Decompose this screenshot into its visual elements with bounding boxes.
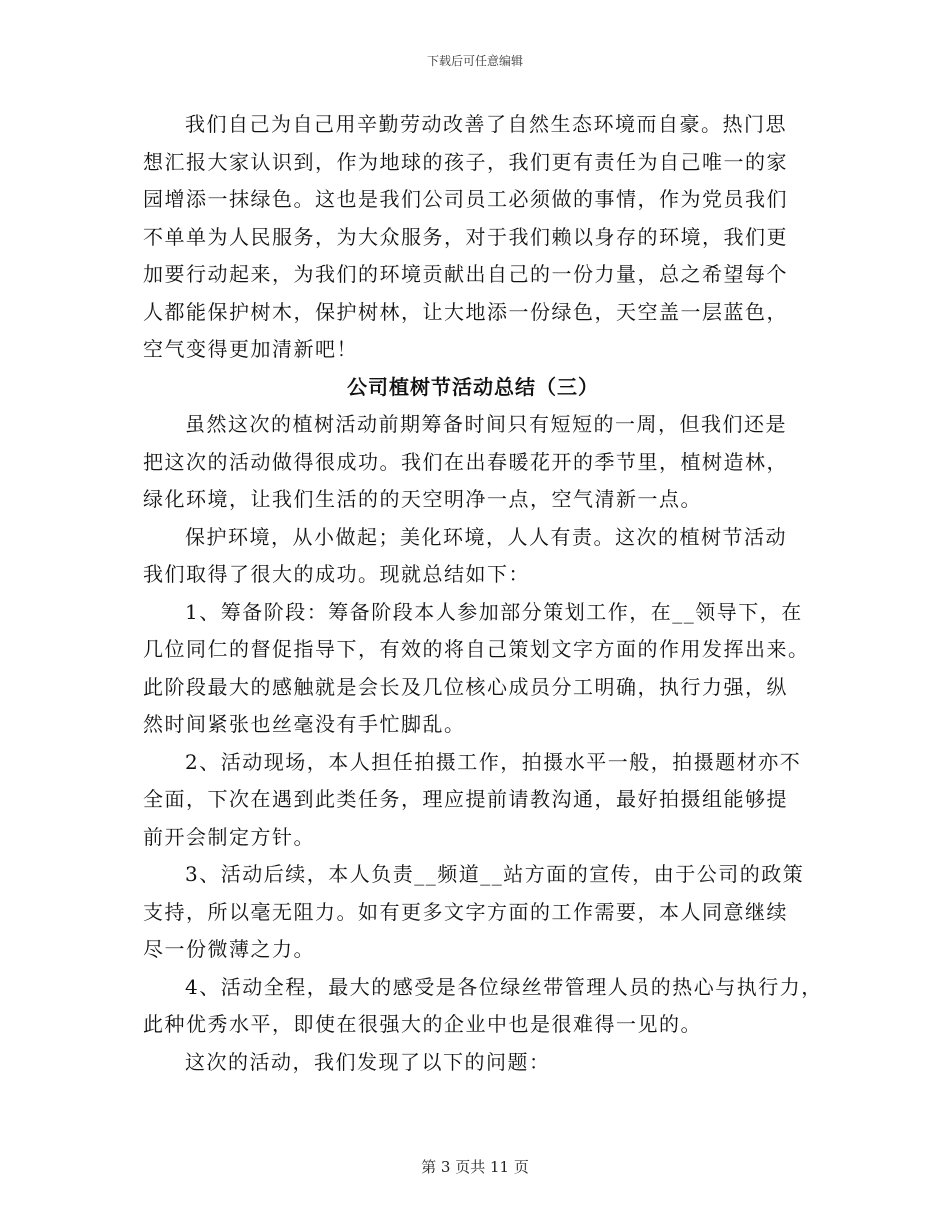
document-body — [143, 106, 823, 1081]
paragraph-line: 园增添一抹绿色。这也是我们公司员工必须做的事情，作为党员我们 — [143, 187, 788, 211]
paragraph-line: 虽然这次的植树活动前期筹备时间只有短短的一周，但我们还是 — [185, 412, 787, 436]
section-title: 公司植树节活动总结（三） — [347, 374, 599, 399]
paragraph-line: 然时间紧张也丝毫没有手忙脚乱。 — [143, 712, 466, 736]
paragraph-line: 全面，下次在遇到此类任务，理应提前请教沟通，最好拍摄组能够提 — [143, 787, 788, 811]
paragraph-line: 1、筹备阶段：筹备阶段本人参加部分策划工作，在__领导下，在 — [185, 599, 803, 624]
paragraph-line: 支持，所以毫无阻力。如有更多文字方面的工作需要，本人同意继续 — [143, 899, 788, 924]
paragraph-line: 此阶段最大的感触就是会长及几位核心成员分工明确，执行力强，纵 — [143, 674, 788, 699]
paragraph-line: 4、活动全程，最大的感受是各位绿丝带管理人员的热心与执行力， — [185, 974, 823, 999]
paragraph-line: 把这次的活动做得很成功。我们在出春暖花开的季节里，植树造林， — [143, 449, 788, 474]
paragraph-line: 绿化环境，让我们生活的的天空明净一点，空气清新一点。 — [143, 487, 702, 511]
paragraph-line: 前开会制定方针。 — [143, 824, 315, 849]
paragraph-line: 我们取得了很大的成功。现就总结如下： — [143, 562, 530, 586]
paragraph-line: 空气变得更加清新吧！ — [143, 337, 358, 361]
paragraph-line: 几位同仁的督促指导下，有效的将自己策划文字方面的作用发挥出来。 — [143, 637, 810, 661]
paragraph-line: 想汇报大家认识到，作为地球的孩子，我们更有责任为自己唯一的家 — [143, 149, 788, 174]
page-header-note: 下载后可任意编辑 — [426, 54, 523, 68]
paragraph-line: 2、活动现场，本人担任拍摄工作，拍摄水平一般，拍摄题材亦不 — [185, 749, 802, 774]
paragraph-line: 人都能保护树木，保护树林，让大地添一份绿色，天空盖一层蓝色， — [143, 299, 788, 324]
paragraph-line: 此种优秀水平，即使在很强大的企业中也是很难得一见的。 — [143, 1012, 702, 1036]
paragraph-line: 这次的活动，我们发现了以下的问题： — [185, 1049, 551, 1074]
paragraph-line: 不单单为人民服务，为大众服务，对于我们赖以身存的环境，我们更 — [143, 224, 788, 249]
paragraph-line: 3、活动后续，本人负责__频道__站方面的宣传，由于公司的政策 — [185, 862, 805, 886]
paragraph-line: 保护环境，从小做起；美化环境，人人有责。这次的植树节活动 — [185, 524, 787, 549]
page-number: 第 3 页共 11 页 — [421, 1158, 529, 1176]
paragraph-line: 尽一份微薄之力。 — [143, 937, 315, 961]
paragraph-line: 加要行动起来，为我们的环境贡献出自己的一份力量，总之希望每个 — [143, 262, 788, 286]
paragraph-line: 我们自己为自己用辛勤劳动改善了自然生态环境而自豪。热门思 — [185, 112, 787, 136]
